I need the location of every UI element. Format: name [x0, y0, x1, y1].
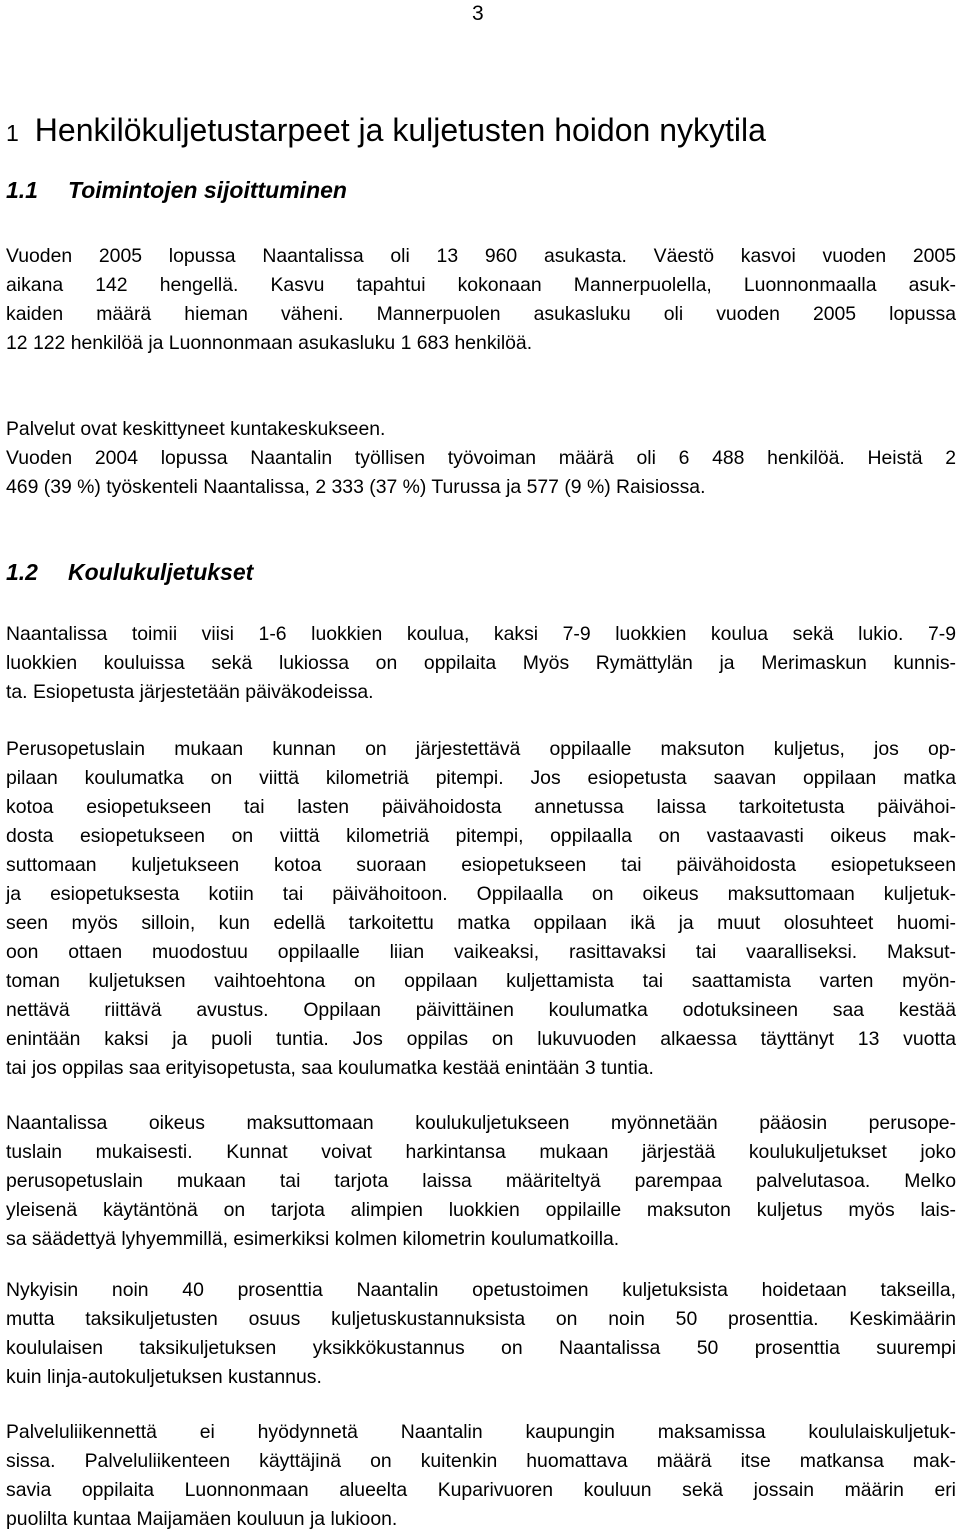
text-line: 469 (39 %) työskenteli Naantalissa, 2 333 (37 %) Turussa ja 577 (9 %) Raisiossa.: [6, 476, 706, 498]
text-line: savia oppilaita Luonnonmaan alueelta Kuparivuoren kouluun sekä jossain määrin eri: [6, 1479, 956, 1501]
chapter-heading: [6, 110, 956, 153]
text-line: luokkien kouluissa sekä lukiossa on oppilaita Myös Rymättylän ja Merimaskun kunnis-: [6, 652, 956, 674]
section-number: 1.1: [6, 177, 38, 203]
text-line: oon ottaen muodostuu oppilaalle liian vaikeaksi, rasittavaksi tai vaaralliseksi. Maksut-: [6, 941, 956, 963]
text-line: kaiden määrä hieman väheni. Mannerpuolen asukasluku oli vuoden 2005 lopussa: [6, 303, 956, 325]
paragraph: [6, 1109, 956, 1254]
text-line: tai jos oppilas saa erityisopetusta, saa koulumatka kestää enintään 3 tuntia.: [6, 1057, 654, 1079]
text-line: ja esiopetuksesta kotiin tai päivähoitoon. Oppilaalla on oikeus maksuttomaan kuljetuk-: [6, 883, 956, 905]
text-line: dosta esiopetukseen on viittä kilometriä pitempi, oppilaalla on vastaavasti oikeus mak-: [6, 825, 956, 847]
text-line: sa säädettyä lyhyemmillä, esimerkiksi kolmen kilometrin koulumatkoilla.: [6, 1228, 620, 1250]
text-line: seen myös silloin, kun edellä tarkoitettu matka oppilaan ikä ja muut olosuhteet huomi-: [6, 912, 956, 934]
text-line: Naantalissa oikeus maksuttomaan koulukuljetukseen myönnetään pääosin perusope-: [6, 1112, 956, 1134]
text-line: ta. Esiopetusta järjestetään päiväkodeissa.: [6, 681, 374, 703]
text-line: Vuoden 2005 lopussa Naantalissa oli 13 960 asukasta. Väestö kasvoi vuoden 2005: [6, 245, 956, 267]
text-line: tuslain mukaisesti. Kunnat voivat harkintansa mukaan järjestää koulukuljetukset joko: [6, 1141, 956, 1163]
page-number: 3: [472, 2, 484, 25]
text-line: yleisenä käytäntönä on tarjota alimpien luokkien oppilaille maksuton kuljetus myös lais-: [6, 1199, 956, 1221]
text-line: Palvelut ovat keskittyneet kuntakeskukseen.: [6, 418, 386, 440]
paragraph: [6, 620, 956, 707]
text-line: 12 122 henkilöä ja Luonnonmaan asukasluku 1 683 henkilöä.: [6, 332, 533, 354]
text-line: aikana 142 hengellä. Kasvu tapahtui kokonaan Mannerpuolella, Luonnonmaalla asuk-: [6, 274, 956, 296]
paragraph: [6, 735, 956, 1083]
chapter-title: Henkilökuljetustarpeet ja kuljetusten hoidon nykytila: [34, 112, 766, 148]
text-line: sissa. Palveluliikenteen käyttäjinä on kuitenkin huomattava määrä itse matkansa mak-: [6, 1450, 956, 1472]
text-line: enintään kaksi ja puoli tuntia. Jos oppilas on lukuvuoden alkaessa täyttänyt 13 vuotta: [6, 1028, 956, 1050]
text-line: Palveluliikennettä ei hyödynnetä Naantalin kaupungin maksamissa koululaiskuljetuk-: [6, 1421, 956, 1443]
paragraph: [6, 444, 956, 502]
section-number: 1.2: [6, 559, 38, 585]
text-line: Nykyisin noin 40 prosenttia Naantalin opetustoimen kuljetuksista hoidetaan takseilla,: [6, 1279, 956, 1301]
chapter-number: 1: [6, 120, 19, 146]
text-line: nettävä riittävä avustus. Oppilaan päivittäinen koulumatka odotuksineen saa kestää: [6, 999, 956, 1021]
text-line: puolilta kuntaa Maijamäen kouluun ja lukioon.: [6, 1508, 398, 1530]
text-line: Vuoden 2004 lopussa Naantalin työllisen työvoiman määrä oli 6 488 henkilöä. Heistä 2: [6, 447, 956, 469]
paragraph: [6, 1276, 956, 1392]
section-heading-1-1: [6, 175, 956, 205]
text-line: toman kuljetuksen vaihtoehtona on oppilaan kuljettamista tai saattamista varten myön-: [6, 970, 956, 992]
section-title: Toimintojen sijoittuminen: [68, 177, 347, 203]
paragraph: [6, 415, 956, 444]
text-line: pilaan koulumatka on viittä kilometriä pitempi. Jos esiopetusta saavan oppilaan matka: [6, 767, 956, 789]
text-line: mutta taksikuljetusten osuus kuljetuskustannuksista on noin 50 prosenttia. Keskimäärin: [6, 1308, 956, 1330]
text-line: suttomaan kuljetukseen kotoa suoraan esiopetukseen tai päivähoidosta esiopetukseen: [6, 854, 956, 876]
text-line: perusopetuslain mukaan tai tarjota laissa määriteltyä parempaa palvelutasoa. Melko: [6, 1170, 956, 1192]
text-line: Naantalissa toimii viisi 1-6 luokkien koulua, kaksi 7-9 luokkien koulua sekä lukio. 7-9: [6, 623, 956, 645]
text-line: kotoa esiopetukseen tai lasten päivähoidosta annetussa laissa tarkoitetusta päivähoi-: [6, 796, 956, 818]
paragraph: [6, 242, 956, 358]
paragraph: [6, 1418, 956, 1534]
text-line: Perusopetuslain mukaan kunnan on järjestettävä oppilaalle maksuton kuljetus, jos op-: [6, 738, 956, 760]
section-title: Koulukuljetukset: [68, 559, 254, 585]
text-line: koululaisen taksikuljetuksen yksikkökustannus on Naantalissa 50 prosenttia suurempi: [6, 1337, 956, 1359]
text-line: kuin linja-autokuljetuksen kustannus.: [6, 1366, 322, 1388]
section-heading-1-2: [6, 557, 956, 587]
